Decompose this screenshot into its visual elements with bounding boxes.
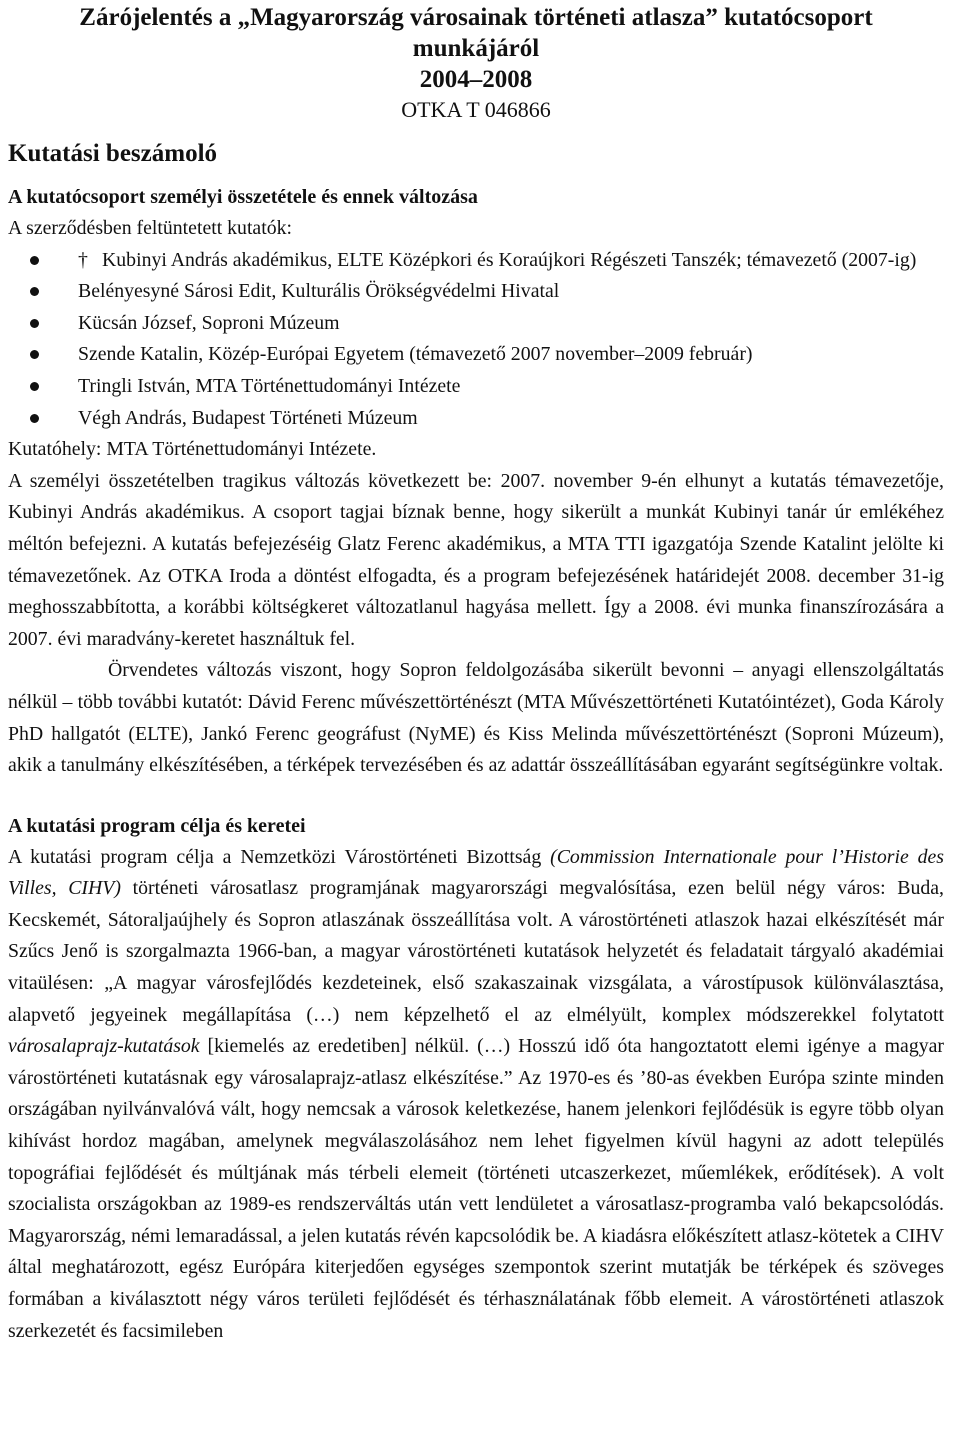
section-heading-personnel: A kutatócsoport személyi összetétele és ennek változása bbox=[8, 186, 478, 208]
list-item bbox=[8, 403, 944, 435]
researcher-list bbox=[8, 245, 944, 435]
researcher-entry: Belényesyné Sárosi Edit, Kulturális Örökségvédelmi Hivatal bbox=[78, 280, 560, 303]
personnel-paragraph-2: Örvendetes változás viszont, hogy Sopron feldolgozásába sikerült bevonni – anyagi ellenszolgáltatás nélkül – több további kutatót: Dávid Ferenc művészettörténészt (MTA Művészettörténeti Kutatóintézet), Goda Károly PhD hallgatót (ELTE), Jankó Ferenc geográfust (NyME) és Kiss Melinda művészettörténészt (Soproni Múzeum), akik a tanulmány elkészítésében, a térképek tervezésében és az adattár összeállításában egyaránt segítségünkre voltak. bbox=[8, 659, 944, 777]
title-otka-number: OTKA T 046866 bbox=[401, 97, 551, 122]
title-block bbox=[8, 2, 944, 125]
researcher-entry: Kücsán József, Soproni Múzeum bbox=[78, 311, 340, 334]
bullet-icon bbox=[30, 256, 39, 265]
title-years: 2004–2008 bbox=[419, 66, 533, 93]
dagger-icon: † bbox=[78, 248, 88, 271]
research-host: Kutatóhely: MTA Történettudományi Intézete. bbox=[8, 438, 377, 461]
bullet-icon bbox=[30, 414, 39, 423]
researcher-entry: Kubinyi András akadémikus, ELTE Középkori és Koraújkori Régészeti Tanszék; témavezető (2007-ig) bbox=[102, 248, 917, 271]
researcher-entry: Tringli István, MTA Történettudományi Intézete bbox=[78, 374, 461, 397]
goals-text-emphasis: városalaprajz-kutatások bbox=[8, 1035, 200, 1058]
section-heading-goals: A kutatási program célja és keretei bbox=[8, 814, 306, 837]
researchers-intro: A szerződésben feltüntetett kutatók: bbox=[8, 217, 292, 239]
bullet-icon bbox=[30, 382, 39, 391]
list-item bbox=[8, 276, 944, 308]
list-item bbox=[8, 308, 944, 340]
goals-text-a: A kutatási program célja a Nemzetközi Várostörténeti Bizottság bbox=[8, 845, 551, 868]
researcher-entry: Végh András, Budapest Történeti Múzeum bbox=[78, 406, 418, 429]
personnel-paragraph-1: A személyi összetételben tragikus változás következett be: 2007. november 9-én elhunyt a kutatás témavezetője, Kubinyi András akadémikus. A csoport tagjai bíznak benne, hogy sikerült a munkát Kubinyi tanár úr emlékéhez méltón befejezni. A kutatás befejezéséig Glatz Ferenc akadémikus, a MTA TTI igazgatója Szende Katalint jelölte ki témavezetőnek. Az OTKA Iroda a döntést elfogadta, és a program befejezésének határidejét 2008. december 31-ig meghosszabbította, a korábbi költségkeret változatlanul hagyása mellett. Így a 2008. évi munka finanszírozására a 2007. évi maradvány-keretet használtuk fel. bbox=[8, 469, 944, 650]
list-item bbox=[8, 339, 944, 371]
bullet-icon bbox=[30, 319, 39, 328]
goals-text-e: [kiemelés az eredetiben] nélkül. (…) Hosszú idő óta hangoztatott elemi igénye a magyar várostörténeti kutatásnak egy városalaprajz-atlasz elkészítése.” Az 1970-es és ’80-as években Európa szinte minden országában nyilvánvalóvá vált, hogy nemcsak a városok keletkezése, hanem jelenkori fejlődésük is egyre több olyan kihívást hordoz magában, amelynek megválaszolásához nem lehet figyelmen kívül hagyni az adott település topográfiai fejlődését és múltjának más térbeli elemeit (történeti utcaszerkezet, műemlékek, erődítések). A volt szocialista országokban az 1989-es rendszerváltás után vett lendületet a városatlasz-programba való bekapcsolódás. Magyarország, némi lemaradással, a jelen kutatás révén kapcsolódik be. A kiadásra előkészített atlasz-kötetek a CIHV által meghatározott, egész Európára kiterjedően egységes szempontok szerint mutatják be térképek és szöveges formában a kiválasztott négy város területi fejlődését és térhasználatának főbb elemeit. A várostörténeti atlaszok szerkezetét és facsimileben bbox=[8, 1035, 944, 1342]
goals-paragraph bbox=[8, 842, 944, 1348]
goals-text-c: történeti városatlasz programjának magyarországi megvalósítása, ezen belül négy város: Buda, Kecskemét, Sátoraljaújhely és Sopron atlaszának összeállítása volt. A várostörténeti atlaszok hazai elkészítését már Szűcs Jenő is szorgalmazta 1966-ban, a magyar várostörténeti kutatások helyzetét és feladatait tárgyaló akadémiai vitaülésen: „A magyar városfejlődés kezdeteinek, első szakaszainak vizsgálata, a várostípusok különválasztása, alapvető jegyeinek megállapítása (…) nem képzelhető el az elmélyült, komplex módszerekkel folytatott bbox=[8, 877, 944, 1026]
bullet-icon bbox=[30, 287, 39, 296]
list-item bbox=[8, 371, 944, 403]
list-item bbox=[8, 245, 944, 277]
researcher-entry: Szende Katalin, Közép-Európai Egyetem (témavezető 2007 november–2009 február) bbox=[78, 343, 753, 366]
report-heading: Kutatási beszámoló bbox=[8, 140, 218, 167]
title-line-1: Zárójelentés a „Magyarország városainak történeti atlasza” kutatócsoport bbox=[79, 4, 873, 31]
bullet-icon bbox=[30, 350, 39, 359]
title-line-2: munkájáról bbox=[412, 35, 540, 62]
goals-text-cihv: (Commission Internationale pour l’Historie des Villes, CIHV) bbox=[8, 845, 944, 900]
